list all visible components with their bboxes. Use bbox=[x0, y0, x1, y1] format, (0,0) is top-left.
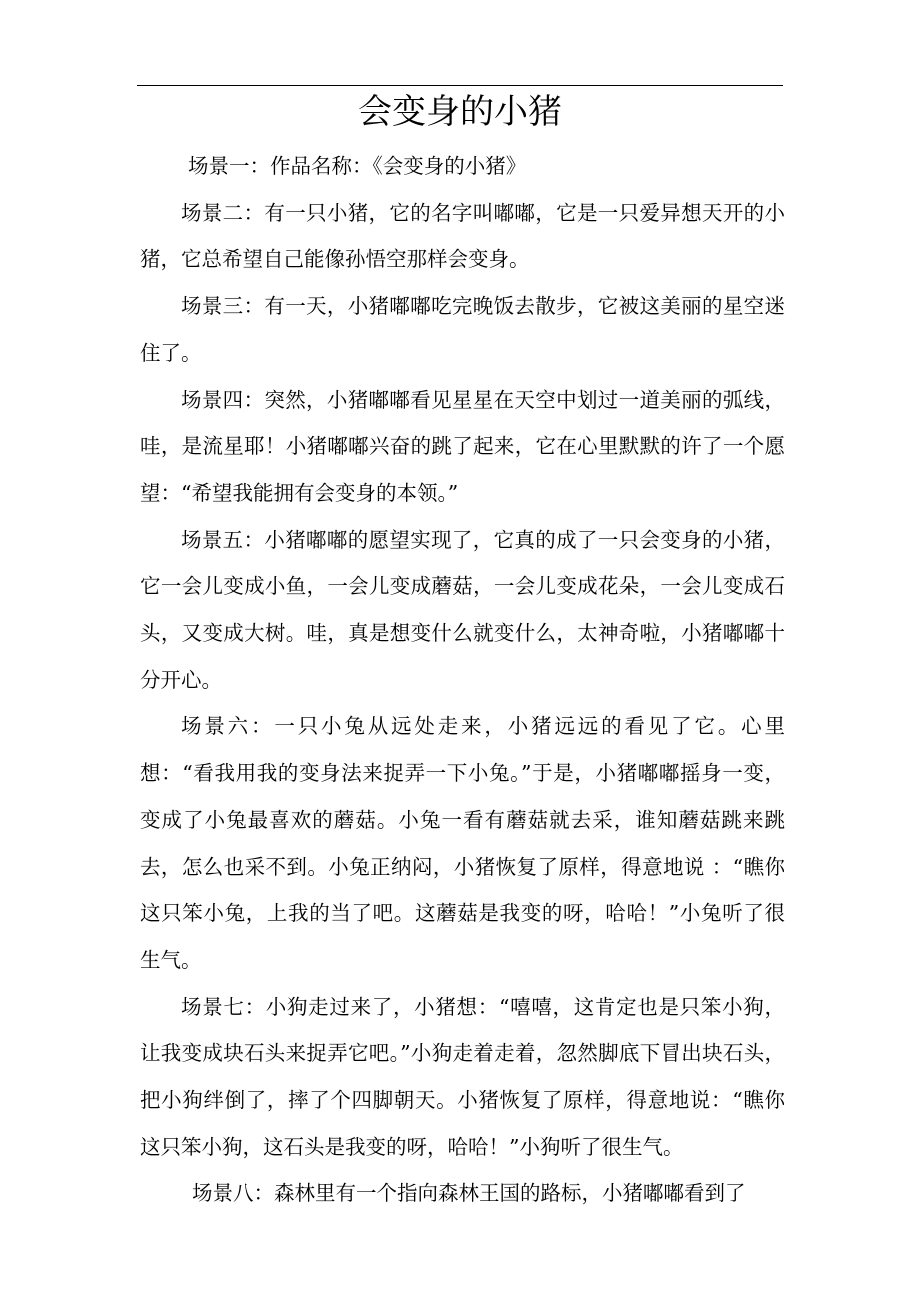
paragraph-scene-2: 场景二：有一只小猪，它的名字叫嘟嘟，它是一只爱异想天开的小猪，它总希望自己能像孙悟空那样会变身。 bbox=[140, 200, 785, 272]
document-title: 会变身的小猪 bbox=[358, 92, 562, 132]
paragraph-scene-8: 场景八：森林里有一个指向森林王国的路标，小猪嘟嘟看到了 bbox=[192, 1181, 746, 1206]
document-body bbox=[140, 143, 785, 1217]
header-rule bbox=[137, 85, 783, 86]
paragraph-scene-6: 场景六：一只小兔从远处走来，小猪远远的看见了它。心里想：“看我用我的变身法来捉弄一下小兔。”于是，小猪嘟嘟摇身一变，变成了小兔最喜欢的蘑菇。小兔一看有蘑菇就去采，谁知蘑菇跳来跳去，怎么也采不到。小兔正纳闷，小猪恢复了原样，得意地说 ：“瞧你这只笨小兔，上我的当了吧。这蘑菇是我变的呀，哈哈！”小兔听了很生气。 bbox=[140, 714, 785, 972]
paragraph-scene-4: 场景四：突然，小猪嘟嘟看见星星在天空中划过一道美丽的弧线，哇，是流星耶！小猪嘟嘟兴奋的跳了起来，它在心里默默的许了一个愿望：“希望我能拥有会变身的本领。” bbox=[140, 387, 785, 505]
paragraph-scene-7: 场景七：小狗走过来了，小猪想：“嘻嘻，这肯定也是只笨小狗，让我变成块石头来捉弄它吧。”小狗走着走着，忽然脚底下冒出块石头，把小狗绊倒了，摔了个四脚朝天。小猪恢复了原样，得意地说：“瞧你这只笨小狗，这石头是我变的呀，哈哈！”小狗听了很生气。 bbox=[140, 994, 785, 1159]
paragraph-scene-3: 场景三：有一天，小猪嘟嘟吃完晚饭去散步，它被这美丽的星空迷住了。 bbox=[140, 294, 785, 365]
paragraph-scene-5: 场景五：小猪嘟嘟的愿望实现了，它真的成了一只会变身的小猪，它一会儿变成小鱼，一会儿变成蘑菇，一会儿变成花朵，一会儿变成石头，又变成大树。哇，真是想变什么就变什么，太神奇啦，小猪嘟嘟十分开心。 bbox=[140, 527, 785, 692]
paragraph-scene-1: 场景一：作品名称：《会变身的小猪》 bbox=[188, 154, 527, 178]
